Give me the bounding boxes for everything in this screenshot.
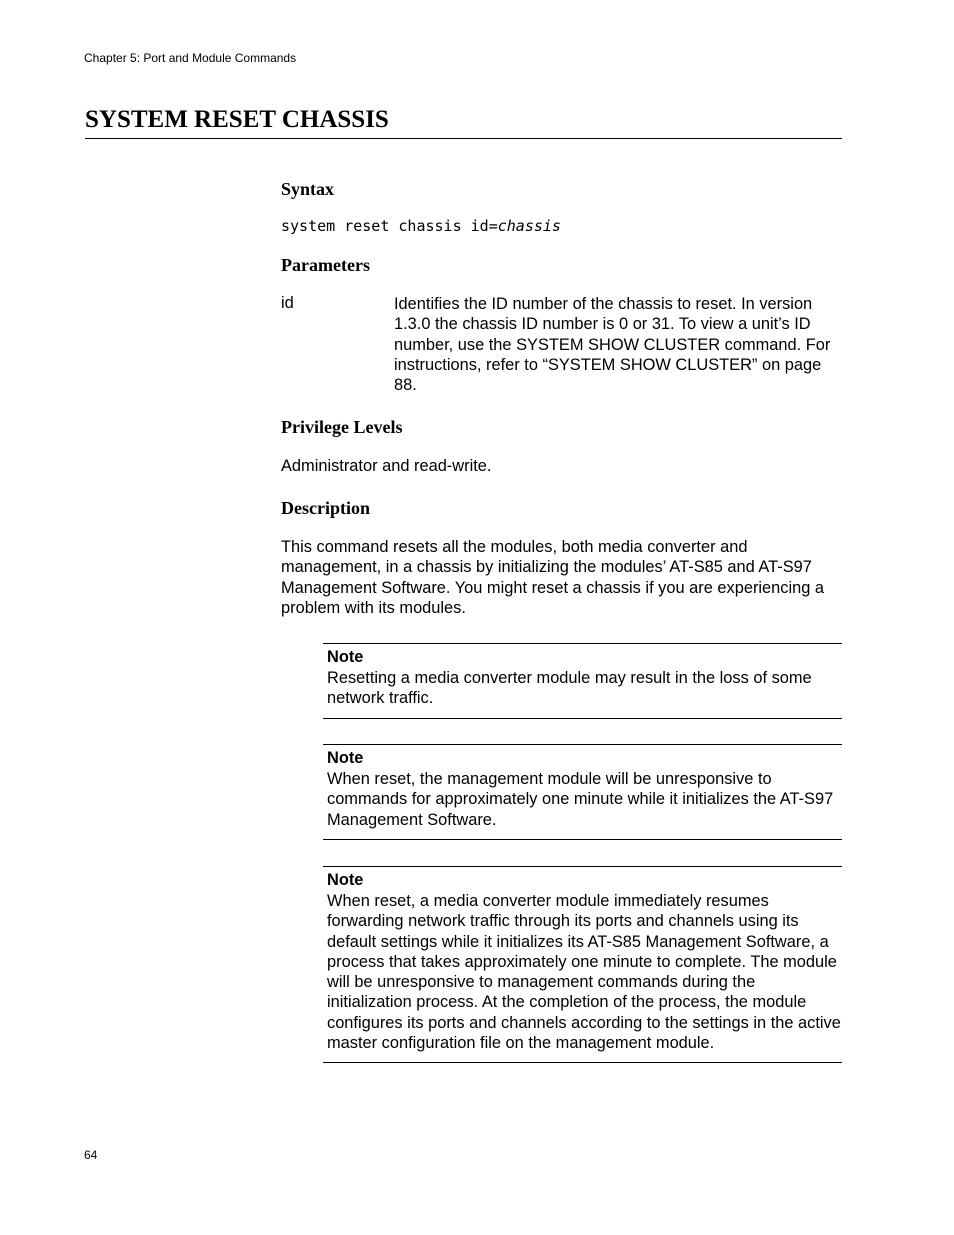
note-text: Resetting a media converter module may result in the loss of some network traffic. [327, 669, 812, 708]
parameters-heading: Parameters [281, 255, 370, 275]
privilege-text: Administrator and read-write. [281, 457, 492, 475]
syntax-command [281, 217, 561, 235]
note-text: When reset, the management module will be unresponsive to commands for approximately one minute while it initializes the AT-S97 Management Software. [327, 770, 834, 829]
page-title: SYSTEM RESET CHASSIS [85, 106, 842, 139]
syntax-command-prefix: system reset chassis id= [281, 217, 498, 235]
description-heading: Description [281, 498, 370, 518]
note-label: Note [327, 648, 364, 666]
description-text: This command resets all the modules, both media converter and management, in a chassis by initializing the modules’ AT-S85 and AT-S97 Management Software. You might reset a chassis if you are experiencing a problem with its modules. [281, 538, 825, 617]
note-box [323, 744, 842, 840]
note-text: When reset, a media converter module immediately resumes forwarding network traffic through its ports and channels using its default settings while it initializes its AT-S85 Management Software, a process that takes approximately one minute to complete. The module will be unresponsive to management commands during the initialization process. At the completion of the process, the module configures its ports and channels according to the settings in the active master configuration file on the management module. [327, 892, 841, 1053]
syntax-heading: Syntax [281, 179, 335, 199]
privilege-heading: Privilege Levels [281, 417, 403, 437]
parameter-name: id [281, 294, 294, 312]
syntax-command-param: chassis [497, 217, 561, 235]
note-box [323, 866, 842, 1063]
page-number: 64 [84, 1148, 98, 1162]
parameter-description: Identifies the ID number of the chassis to reset. In version 1.3.0 the chassis ID number is 0 or 31. To view a unit’s ID number, use the SYSTEM SHOW CLUSTER command. For instructions, refer to “SYSTEM SHOW CLUSTER” on page 88. [394, 295, 831, 395]
note-label: Note [327, 749, 364, 767]
note-box [323, 643, 842, 719]
running-head: Chapter 5: Port and Module Commands [84, 51, 297, 65]
note-label: Note [327, 871, 364, 889]
